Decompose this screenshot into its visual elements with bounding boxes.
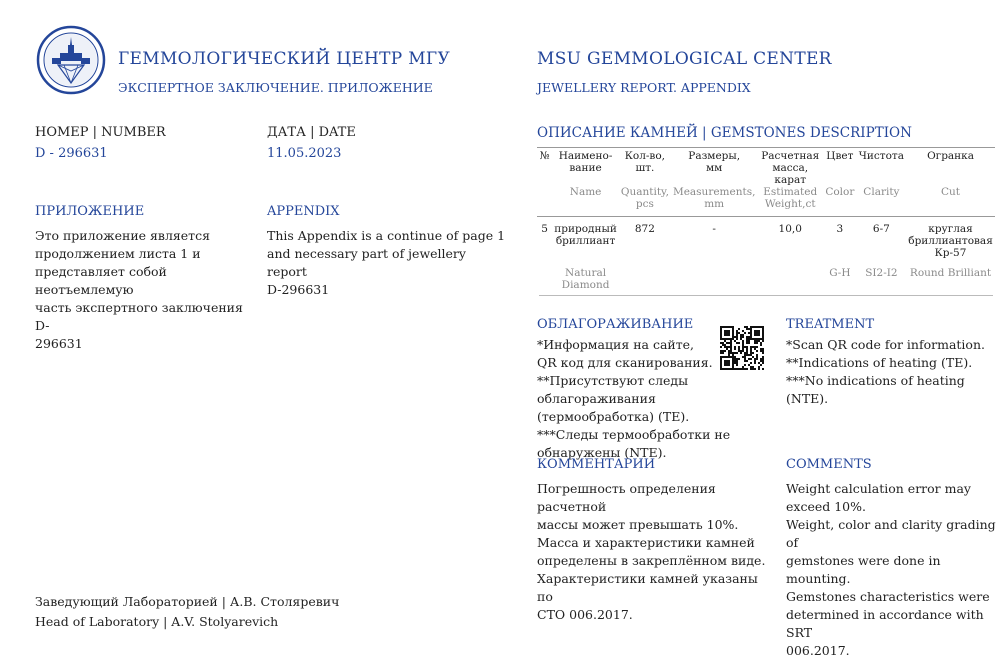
table-cell: -	[712, 223, 716, 235]
number-value: D - 296631	[35, 146, 108, 161]
appendix-ru-heading: ПРИЛОЖЕНИЕ	[35, 204, 145, 219]
comments-ru-heading: КОММЕНТАРИИ	[537, 457, 656, 472]
table-header-rule	[537, 216, 995, 217]
text-line: D-296631	[267, 282, 330, 297]
text-line: обнаружены (NTE).	[537, 445, 667, 460]
text-line: СТО 006.2017.	[537, 607, 633, 622]
table-cell: G-H	[829, 267, 851, 279]
text-line: Характеристики камней указаны по	[537, 571, 758, 604]
table-cell: SI2-I2	[865, 267, 898, 279]
text-line: Погрешность определения расчетной	[537, 481, 716, 514]
text-line: **Присутствуют следы облагораживания	[537, 373, 689, 406]
text-line: часть экспертного заключения D-	[35, 300, 243, 333]
table-bottom-rule	[539, 295, 993, 296]
table-cell: природный бриллиант	[554, 223, 617, 247]
table-cell: Цвет	[826, 150, 854, 162]
table-cell: Natural Diamond	[561, 267, 610, 291]
table-cell: 3	[836, 223, 844, 235]
text-line: Weight calculation error may	[786, 481, 971, 496]
text-line: and necessary part of jewellery report	[267, 246, 466, 279]
text-line: ***No indications of heating (NTE).	[786, 373, 965, 406]
table-cell: Measurements, mm	[672, 186, 756, 210]
table-top-rule	[537, 147, 995, 148]
appendix-ru-text	[35, 227, 250, 353]
comments-en-heading: COMMENTS	[786, 457, 872, 472]
table-cell: Round Brilliant	[909, 267, 992, 279]
text-line: *Scan QR code for information.	[786, 337, 985, 352]
table-cell: Размеры, мм	[688, 150, 741, 174]
gemstones-heading: ОПИСАНИЕ КАМНЕЙ | GEMSTONES DESCRIPTION	[537, 125, 912, 141]
table-cell: 872	[634, 223, 655, 235]
text-line: **Indications of heating (TE).	[786, 355, 973, 370]
text-line: массы может превышать 10%.	[537, 517, 739, 532]
table-cell: Quantity, pcs	[620, 186, 669, 210]
table-rule-row	[537, 210, 995, 223]
table-cell	[757, 259, 823, 291]
appendix-en-heading: APPENDIX	[267, 204, 340, 219]
msu-gemmological-seal-icon	[36, 25, 106, 95]
table-cell: Clarity	[863, 186, 900, 198]
table-cell: Расчетная масса, карат	[761, 150, 820, 186]
comments-ru-text	[537, 480, 777, 624]
table-cell	[537, 186, 552, 210]
table-cell: Наимено- вание	[558, 150, 613, 174]
text-line: продолжением листа 1 и	[35, 246, 201, 261]
text-line: Это приложение является	[35, 228, 210, 243]
text-line: ***Следы термообработки не	[537, 427, 731, 442]
text-line: exceed 10%.	[786, 499, 866, 514]
table-cell: Name	[569, 186, 602, 198]
table-header-en	[537, 186, 995, 210]
ru-subtitle: ЭКСПЕРТНОЕ ЗАКЛЮЧЕНИЕ. ПРИЛОЖЕНИЕ	[118, 80, 433, 95]
text-line: Масса и характеристики камней	[537, 535, 755, 550]
treatment-en-heading: TREATMENT	[786, 317, 875, 332]
table-cell: 5	[541, 223, 548, 235]
text-line: gemstones were done in mounting.	[786, 553, 941, 586]
table-header-ru	[537, 150, 995, 186]
text-line: Gemstones characteristics were	[786, 589, 990, 604]
table-bottom-rule-row	[537, 291, 995, 296]
signature-en: Head of Laboratory | A.V. Stolyarevich	[35, 614, 279, 629]
table-row	[537, 223, 995, 259]
table-cell: Кол-во, шт.	[624, 150, 666, 174]
text-line: представляет собой неотъемлемую	[35, 264, 167, 297]
number-label: НОМЕР | NUMBER	[35, 125, 166, 140]
gemstones-table-wrap	[537, 147, 995, 296]
text-line: QR код для сканирования.	[537, 355, 713, 370]
en-subtitle: JEWELLERY REPORT. APPENDIX	[537, 80, 751, 95]
table-cell	[537, 259, 552, 291]
table-cell	[619, 259, 671, 291]
table-cell	[671, 259, 758, 291]
table-row-en	[537, 259, 995, 291]
text-line: определены в закреплённом виде.	[537, 553, 766, 568]
date-label: ДАТА | DATE	[267, 125, 356, 140]
text-line: *Информация на сайте,	[537, 337, 695, 352]
table-cell: 6-7	[872, 223, 890, 235]
table-cell: Чистота	[858, 150, 904, 162]
table-cell: Color	[825, 186, 855, 198]
gemstones-table	[537, 150, 995, 296]
text-line: Weight, color and clarity grading of	[786, 517, 996, 550]
text-line: 296631	[35, 336, 83, 351]
qr-code-icon[interactable]	[720, 326, 764, 370]
table-cell: Estimated Weight,ct	[763, 186, 818, 210]
appendix-en-text	[267, 227, 507, 299]
treatment-ru-heading: ОБЛАГОРАЖИВАНИЕ	[537, 317, 694, 332]
table-cell: Cut	[941, 186, 961, 198]
text-line: determined in accordance with SRT	[786, 607, 984, 640]
en-title: MSU GEMMOLOGICAL CENTER	[537, 49, 832, 69]
text-line: (термообработка) (TE).	[537, 409, 690, 424]
signature-ru: Заведующий Лабораторией | А.В. Столяревич	[35, 594, 340, 609]
treatment-en-text	[786, 336, 996, 408]
date-value: 11.05.2023	[267, 146, 342, 161]
ru-title: ГЕММОЛОГИЧЕСКИЙ ЦЕНТР МГУ	[118, 49, 451, 69]
table-cell: №	[539, 150, 550, 162]
table-cell: Огранка	[927, 150, 974, 162]
comments-en-text	[786, 480, 996, 660]
text-line: 006.2017.	[786, 643, 850, 658]
table-cell: 10,0	[778, 223, 802, 235]
table-cell: круглая бриллиантовая Кр-57	[908, 223, 993, 259]
text-line: This Appendix is a continue of page 1	[267, 228, 506, 243]
